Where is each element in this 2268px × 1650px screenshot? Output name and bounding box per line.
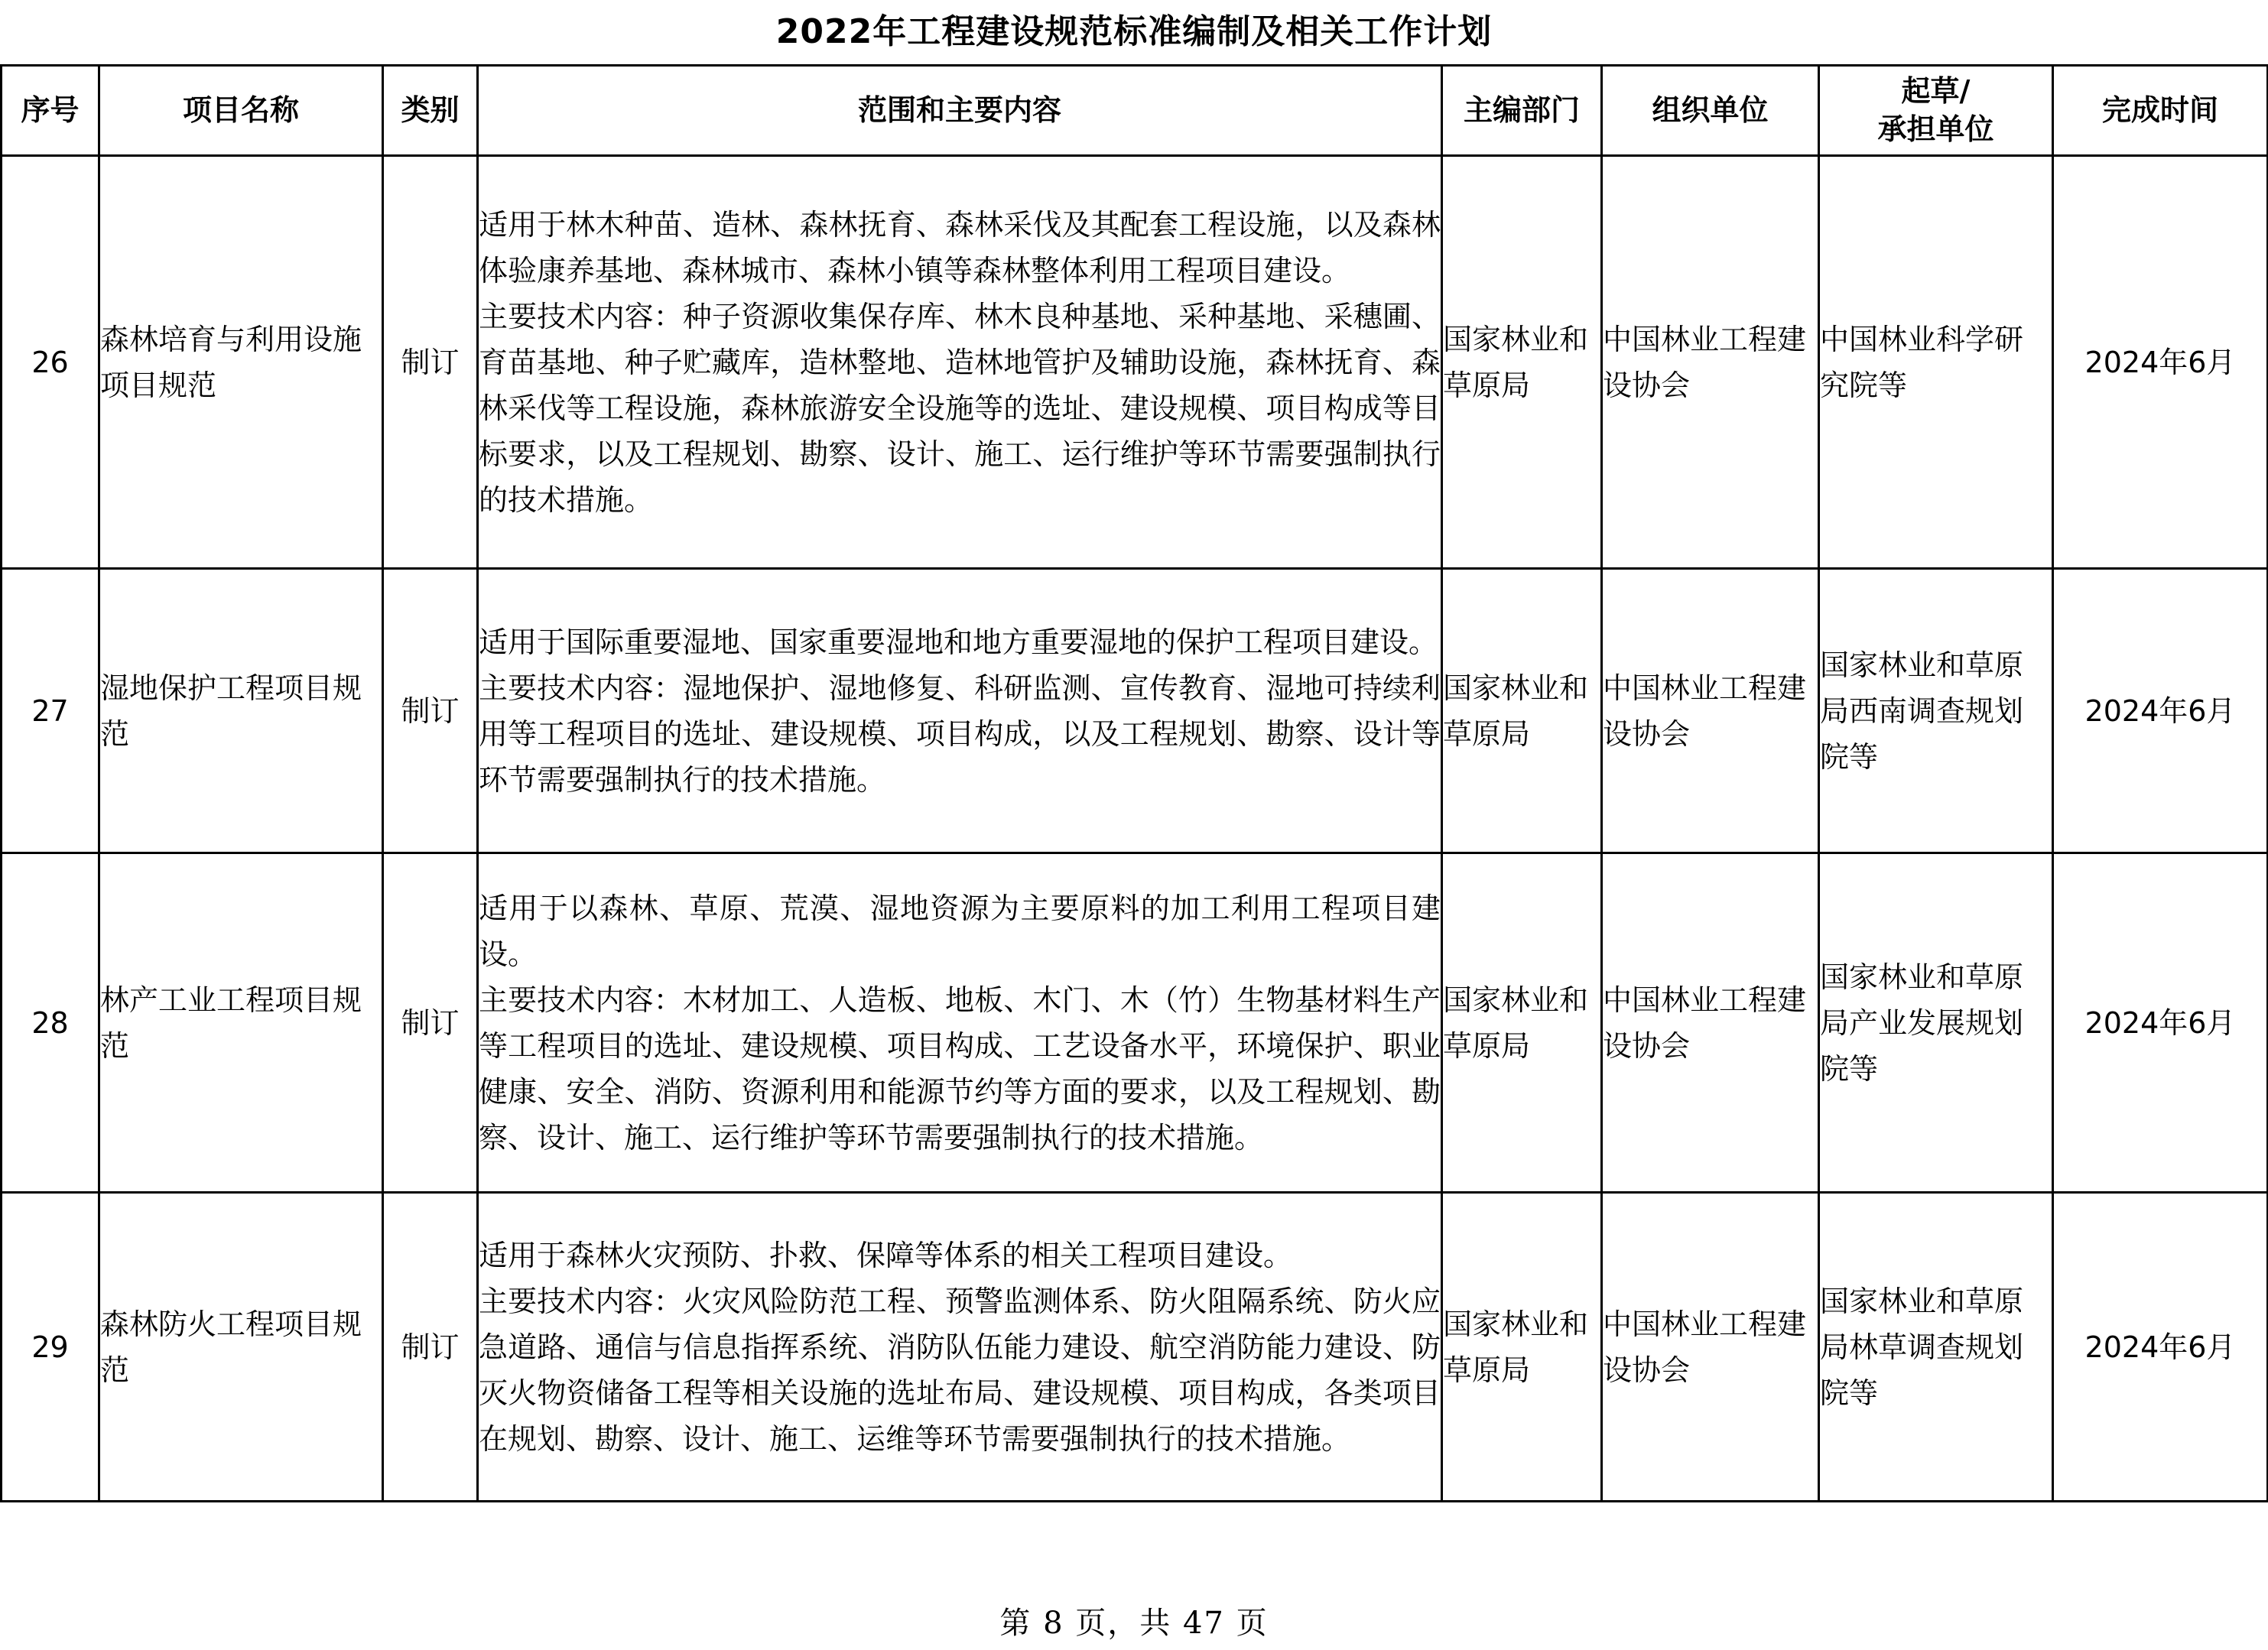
- page-number-footer: 第 8 页，共 47 页: [999, 1606, 1269, 1641]
- row-dept: 国家林业和草原局: [1442, 569, 1602, 853]
- row-scope-applicable: 适用于林木种苗、造林、森林抚育、森林采伐及其配套工程设施，以及森林体验康养基地、森林城市、森林小镇等森林整体利用工程项目建设。: [479, 207, 1441, 287]
- row-dept: 国家林业和草原局: [1442, 156, 1602, 569]
- row-deadline: 2024年6月: [2053, 1193, 2268, 1502]
- header-drafter: [1819, 66, 2053, 156]
- header-name: 项目名称: [99, 66, 383, 156]
- header-org: 组织单位: [1602, 66, 1819, 156]
- row-type: 制订: [383, 853, 478, 1193]
- row-drafter: 国家林业和草原局产业发展规划院等: [1819, 853, 2053, 1193]
- row-scope-technical: 主要技术内容：湿地保护、湿地修复、科研监测、宣传教育、湿地可持续利用等工程项目的选址、建设规模、项目构成，以及工程规划、勘察、设计等环节需要强制执行的技术措施。: [479, 671, 1441, 797]
- row-type: 制订: [383, 1193, 478, 1502]
- row-scope-applicable: 适用于以森林、草原、荒漠、湿地资源为主要原料的加工利用工程项目建设。: [479, 891, 1441, 971]
- header-drafter-line2: 承担单位: [1877, 112, 1994, 146]
- header-scope: 范围和主要内容: [478, 66, 1442, 156]
- row-drafter: 中国林业科学研究院等: [1819, 156, 2053, 569]
- row-org: 中国林业工程建设协会: [1602, 569, 1819, 853]
- row-project-name: 林产工业工程项目规范: [99, 853, 383, 1193]
- table-row: [2, 569, 2268, 853]
- row-scope: [478, 853, 1442, 1193]
- row-org: 中国林业工程建设协会: [1602, 156, 1819, 569]
- header-no: 序号: [2, 66, 99, 156]
- work-plan-table: [0, 64, 2268, 1502]
- document-title: 2022年工程建设规范标准编制及相关工作计划: [775, 12, 1493, 51]
- row-dept: 国家林业和草原局: [1442, 1193, 1602, 1502]
- row-no: 28: [2, 853, 99, 1193]
- row-project-name: 森林培育与利用设施项目规范: [99, 156, 383, 569]
- row-no: 26: [2, 156, 99, 569]
- header-deadline: 完成时间: [2053, 66, 2268, 156]
- row-deadline: 2024年6月: [2053, 156, 2268, 569]
- row-type: 制订: [383, 569, 478, 853]
- header-type: 类别: [383, 66, 478, 156]
- row-scope-applicable: 适用于国际重要湿地、国家重要湿地和地方重要湿地的保护工程项目建设。: [479, 625, 1438, 659]
- row-deadline: 2024年6月: [2053, 569, 2268, 853]
- row-deadline: 2024年6月: [2053, 853, 2268, 1193]
- row-org: 中国林业工程建设协会: [1602, 1193, 1819, 1502]
- row-project-name: 森林防火工程项目规范: [99, 1193, 383, 1502]
- table-header-row: [2, 66, 2268, 156]
- row-scope: [478, 569, 1442, 853]
- row-scope-applicable: 适用于森林火灾预防、扑救、保障等体系的相关工程项目建设。: [479, 1238, 1293, 1272]
- row-org: 中国林业工程建设协会: [1602, 853, 1819, 1193]
- row-scope-technical: 主要技术内容：火灾风险防范工程、预警监测体系、防火阻隔系统、防火应急道路、通信与信息指挥系统、消防队伍能力建设、航空消防能力建设、防灭火物资储备工程等相关设施的选址布局、建设规模、项目构成，各类项目在规划、勘察、设计、施工、运维等环节需要强制执行的技术措施。: [479, 1284, 1441, 1456]
- row-scope: [478, 1193, 1442, 1502]
- row-project-name: 湿地保护工程项目规范: [99, 569, 383, 853]
- row-scope: [478, 156, 1442, 569]
- row-type: 制订: [383, 156, 478, 569]
- row-scope-technical: 主要技术内容：种子资源收集保存库、林木良种基地、采种基地、采穗圃、育苗基地、种子贮藏库，造林整地、造林地管护及辅助设施，森林抚育、森林采伐等工程设施，森林旅游安全设施等的选址、建设规模、项目构成等目标要求，以及工程规划、勘察、设计、施工、运行维护等环节需要强制执行的技术措施。: [479, 299, 1441, 517]
- row-drafter: 国家林业和草原局林草调查规划院等: [1819, 1193, 2053, 1502]
- table-row: [2, 156, 2268, 569]
- row-no: 29: [2, 1193, 99, 1502]
- row-drafter: 国家林业和草原局西南调查规划院等: [1819, 569, 2053, 853]
- table-row: [2, 853, 2268, 1193]
- row-no: 27: [2, 569, 99, 853]
- row-scope-technical: 主要技术内容：木材加工、人造板、地板、木门、木（竹）生物基材料生产等工程项目的选址、建设规模、项目构成、工艺设备水平，环境保护、职业健康、安全、消防、资源利用和能源节约等方面的要求，以及工程规划、勘察、设计、施工、运行维护等环节需要强制执行的技术措施。: [479, 983, 1441, 1155]
- table-row: [2, 1193, 2268, 1502]
- header-dept: 主编部门: [1442, 66, 1602, 156]
- header-drafter-line1: 起草/: [1901, 74, 1971, 109]
- row-dept: 国家林业和草原局: [1442, 853, 1602, 1193]
